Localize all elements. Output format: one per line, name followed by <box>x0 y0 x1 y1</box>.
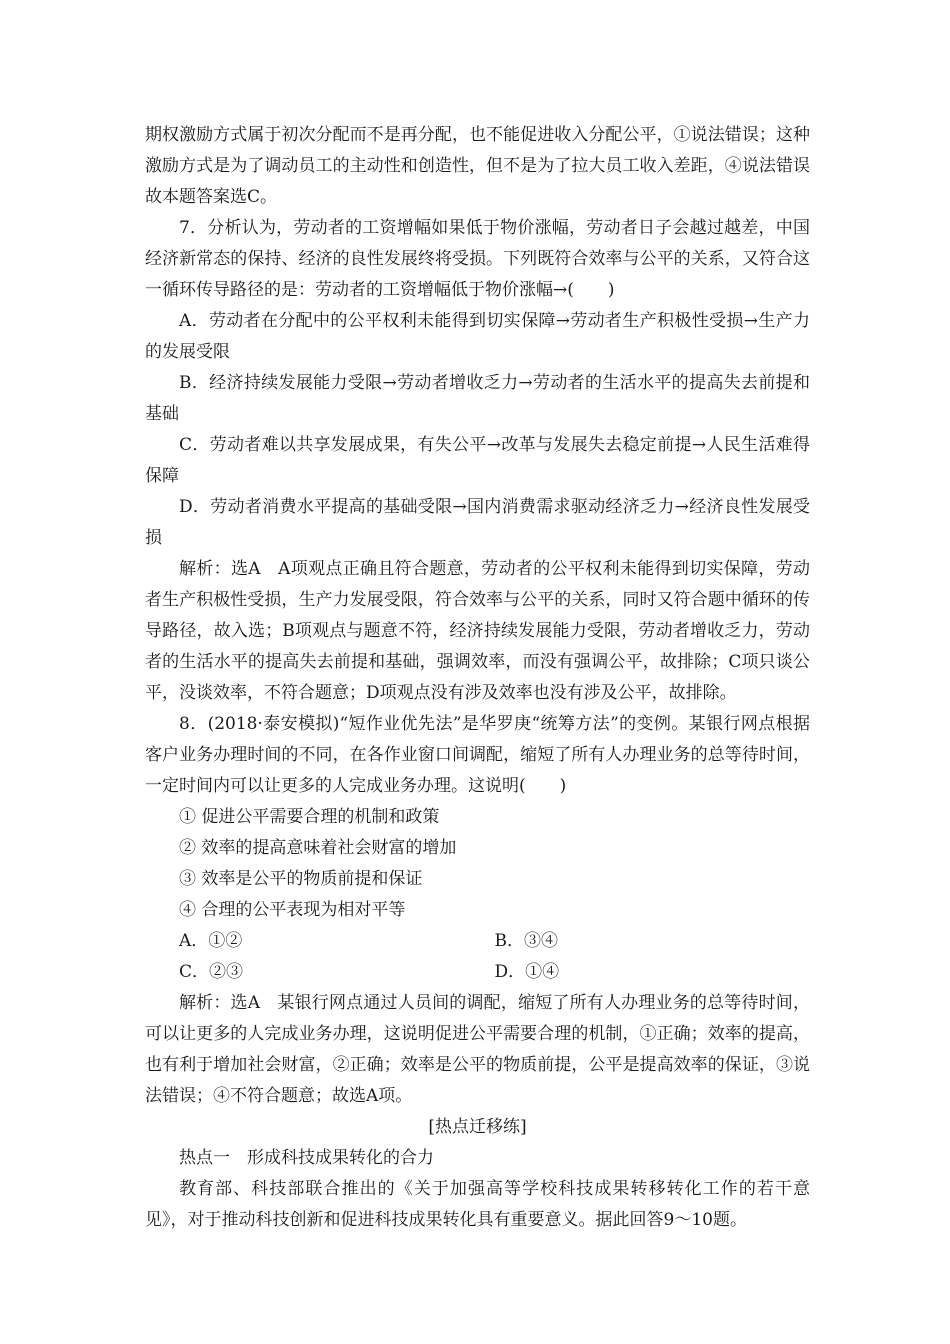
question-8-option-d: D．①④ <box>494 962 560 982</box>
question-8-statement-2: ② 效率的提高意味着社会财富的增加 <box>179 838 457 858</box>
hot-topic-intro: 教育部、科技部联合推出的《关于加强高等学校科技成果转移转化工作的若干意见》，对于推动科技创新和促进科技成果转化具有重要意义。据此回答9～10题。 <box>145 1179 810 1230</box>
question-8-statement-3: ③ 效率是公平的物质前提和保证 <box>179 869 423 889</box>
document-page <box>145 120 810 1236</box>
question-8-option-a: A．①② <box>179 931 243 951</box>
hot-topic-heading: 热点一 形成科技成果转化的合力 <box>179 1148 434 1168</box>
question-7-stem: 7．分析认为，劳动者的工资增幅如果低于物价涨幅，劳动者日子会越过越差，中国经济新常态的保持、经济的良性发展终将受损。下列既符合效率与公平的关系，又符合这一循环传导路径的是：劳动者的工资增幅低于物价涨幅→( ) <box>145 218 810 300</box>
question-7-option-b: B．经济持续发展能力受限→劳动者增收乏力→劳动者的生活水平的提高失去前提和基础 <box>145 373 810 424</box>
question-7-option-c: C．劳动者难以共享发展成果，有失公平→改革与发展失去稳定前提→人民生活难得保障 <box>145 435 810 486</box>
question-8-analysis: 解析：选A 某银行网点通过人员间的调配，缩短了所有人办理业务的总等待时间，可以让更多的人完成业务办理，这说明促进公平需要合理的机制，①正确；效率的提高，也有利于增加社会财富，②正确；效率是公平的物质前提，公平是提高效率的保证，③说法错误；④不符合题意；故选A项。 <box>145 993 810 1106</box>
question-7-option-d: D．劳动者消费水平提高的基础受限→国内消费需求驱动经济乏力→经济良性发展受损 <box>145 497 810 548</box>
question-8-options-row-1 <box>145 926 810 957</box>
section-heading: [热点迁移练] <box>428 1117 527 1137</box>
question-8-statement-4: ④ 合理的公平表现为相对平等 <box>179 900 406 920</box>
paragraph-previous-answer: 期权激励方式属于初次分配而不是再分配，也不能促进收入分配公平，①说法错误；这种激励方式是为了调动员工的主动性和创造性，但不是为了拉大员工收入差距，④说法错误故本题答案选C。 <box>145 125 810 207</box>
question-8-stem: 8．(2018·泰安模拟)“短作业优先法”是华罗庚“统筹方法”的变例。某银行网点根据客户业务办理时间的不同，在各作业窗口间调配，缩短了所有人办理业务的总等待时间，一定时间内可以让更多的人完成业务办理。这说明( ) <box>145 714 810 796</box>
question-8-statement-1: ① 促进公平需要合理的机制和政策 <box>179 807 440 827</box>
question-7-analysis: 解析：选A A项观点正确且符合题意，劳动者的公平权利未能得到切实保障，劳动者生产积极性受损，生产力发展受限，符合效率与公平的关系，同时又符合题中循环的传导路径，故入选；B项观点与题意不符，经济持续发展能力受限，劳动者增收乏力，劳动者的生活水平的提高失去前提和基础，强调效率，而没有强调公平，故排除；C项只谈公平，没谈效率，不符合题意；D项观点没有涉及效率也没有涉及公平，故排除。 <box>145 559 810 703</box>
question-8-option-c: C．②③ <box>179 962 244 982</box>
question-8-option-b: B．③④ <box>494 931 558 951</box>
question-7-option-a: A．劳动者在分配中的公平权利未能得到切实保障→劳动者生产积极性受损→生产力的发展受限 <box>145 311 810 362</box>
question-8-options-row-2 <box>145 957 810 988</box>
